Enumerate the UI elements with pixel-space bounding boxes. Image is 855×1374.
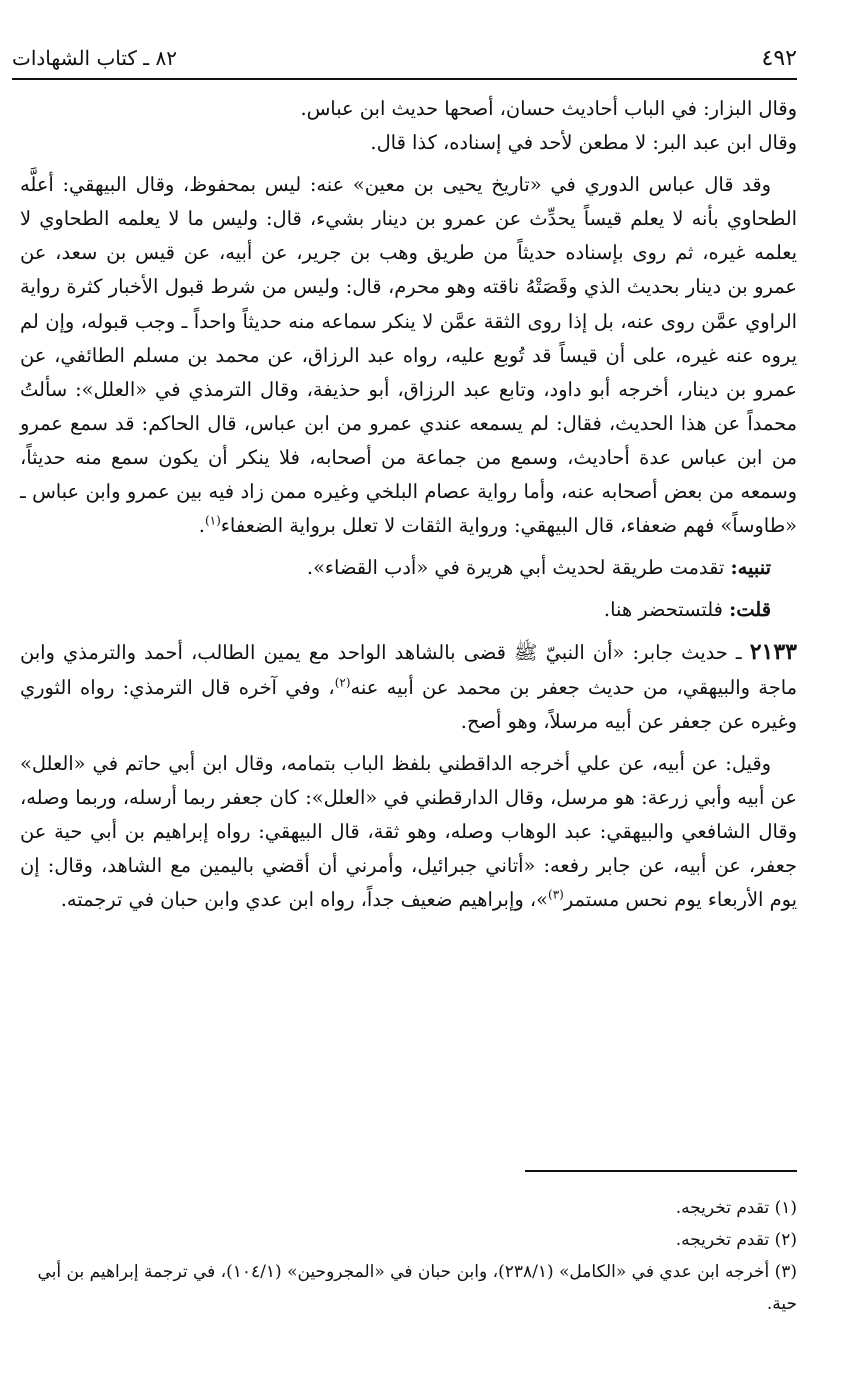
hadith-text-2: ، وفي آخره قال الترمذي: رواه الثوري وغيره عن جعفر عن أبيه مرسلاً، وهو أصح.	[20, 675, 797, 733]
footnote-2: (٢) تقدم تخريجه.	[675, 1230, 797, 1250]
paragraph-duri-text: وقد قال عباس الدوري في «تاريخ يحيى بن معين» عنه: ليس بمحفوظ، وقال البيهقي: أعلَّه الطحاوي بأنه لا يعلم قيساً يحدِّث عن عمرو بن دينار بشيء، قال: وليس ما لا يعلمه الطحاوي لا يعلمه غيره، ثم روى بإسناده حديثاً من طريق وهب بن جرير، عن أبيه، عن قيس بن سعد، عن عمرو بن دينار بحديث الذي وقَصَتْهُ ناقته وهو محرم، قال: وليس من شرط قبول الأخبار كثرة رواية الراوي عمَّن روى عنه، بل إذا روى الثقة عمَّن لا ينكر سماعه منه حديثاً واحداً ـ وجب قبوله، وإن لم يروه عنه غيره، على أن قيساً قد تُوبع عليه، رواه عبد الرزاق، عن محمد بن مسلم الطائفي، عن عمرو بن دينار، أخرجه أبو داود، وتابع عبد الرزاق، أبو حذيفة، وقال الترمذي في «العلل»: سألتُ محمداً عن هذا الحديث، فقال: لم يسمعه عندي عمرو من ابن عباس، قال الحاكم: قد سمع عمرو من ابن عباس عدة أحاديث، وسمع من جماعة من أصحابه، فلا ينكر أن يكون سمع منه حديثاً، وسمعه من بعض أصحابه عنه، وأما رواية عصام البلخي وغيره ممن زاد فيه بين عمرو وابن عباس ـ «طاوساً» فهم ضعفاء، قال البيهقي: ورواية الثقات لا تعلل برواية الضعفاء	[20, 173, 797, 538]
qultu-label: قلت:	[729, 598, 771, 622]
note-text: تقدمت طريقة لحديث أبي هريرة في «أدب القضاء».	[306, 556, 731, 580]
hadith-text-1: ـ حديث جابر: «أن النبيّ ﷺ قضى بالشاهد الواحد مع يمين الطالب، أحمد والترمذي وابن ماجة والبيهقي، من حديث جعفر بن محمد عن أبيه عنه	[20, 641, 797, 699]
main-text	[20, 92, 797, 917]
footnote-ref-2: (٢)	[334, 675, 351, 690]
hadith-paragraph	[20, 635, 797, 738]
note-paragraph	[20, 551, 797, 585]
footnote-divider	[525, 1170, 797, 1172]
footnote-3: (٣) أخرجه ابن عدي في «الكامل» (٢٣٨/١)، وابن حبان في «المجروحين» (١٠٤/١)، في ترجمة إبراهيم بن أبي حية.	[37, 1262, 797, 1314]
paragraph-duri: وقد قال عباس الدوري في «تاريخ يحيى بن معين» عنه: ليس بمحفوظ، وقال البيهقي: أعلَّه الطحاوي بأنه لا يعلم قيساً يحدِّث عن عمرو بن دينار بشيء، قال: وليس ما لا يعلمه الطحاوي لا يعلمه غيره، ثم روى بإسناده حديثاً من طريق وهب بن جرير، عن أبيه، عن قيس بن سعد، عن عمرو بن دينار بحديث الذي وقَصَتْهُ ناقته وهو محرم، قال: وليس من شرط قبول الأخبار كثرة رواية الراوي عمَّن روى عنه، بل إذا روى الثقة عمَّن لا ينكر سماعه منه حديثاً واحداً ـ وجب قبوله، وإن لم يروه عنه غيره، على أن قيساً قد تُوبع عليه، رواه عبد الرزاق، عن محمد بن مسلم الطائفي، عن عمرو بن دينار، أخرجه أبو داود، وتابع عبد الرزاق، أبو حذيفة، وقال الترمذي في «العلل»: سألتُ محمداً عن هذا الحديث، فقال: لم يسمعه عندي عمرو من ابن عباس، قال الحاكم: قد سمع عمرو من ابن عباس عدة أحاديث، وسمع من جماعة من أصحابه، فلا ينكر أن يكون سمع منه حديثاً، وسمعه من بعض أصحابه عنه، وأما رواية عصام البلخي وغيره ممن زاد فيه بين عمرو وابن عباس ـ «طاوساً» فهم ضعفاء، قال البيهقي: ورواية الثقات لا تعلل برواية الضعفاء$^{(١)}$.	[20, 173, 797, 538]
qultu-text: فلتستحضر هنا.	[603, 598, 730, 622]
footnote-1: (١) تقدم تخريجه.	[675, 1198, 797, 1218]
chapter-title: ٨٢ ـ كتاب الشهادات	[12, 46, 177, 70]
wqil-paragraph	[20, 747, 797, 917]
wqil-text-1: وقيل: عن أبيه، عن علي أخرجه الداقطني بلفظ الباب بتمامه، وقال ابن أبي حاتم في «العلل» عن أبيه وأبي زرعة: هو مرسل، وقال الدارقطني في «العلل»: كان جعفر ربما أرسله، وربما وصله، وقال الشافعي والبيهقي: عبد الوهاب وصله، وهو ثقة، قال البيهقي: رواه إبراهيم بن أبي حية عن جعفر، عن أبيه، عن جابر رفعه: «أتاني جبرائيل، وأمرني أن أقضي باليمين مع الشاهد، وقال: إن يوم الأربعاء يوم نحس مستمر	[20, 751, 797, 912]
page-number: ٤٩٢	[761, 45, 797, 71]
note-label: تنبيه:	[730, 556, 771, 580]
qultu-paragraph	[20, 593, 797, 627]
hadith-number: ٢١٣٣	[749, 639, 797, 666]
page-header	[12, 38, 797, 80]
paragraph-ibn-abd-albarr: وقال ابن عبد البر: لا مطعن لأحد في إسناده، كذا قال.	[370, 131, 797, 155]
footnote-ref-3: (٣)	[548, 887, 564, 902]
paragraph-bazzar: وقال البزار: في الباب أحاديث حسان، أصحها حديث ابن عباس.	[300, 97, 797, 120]
wqil-text-2: »، وإبراهيم ضعيف جداً، رواه ابن عدي وابن حبان في ترجمته.	[60, 888, 548, 912]
footnotes	[20, 1192, 797, 1320]
footnote-ref-1: (١)	[204, 513, 221, 528]
